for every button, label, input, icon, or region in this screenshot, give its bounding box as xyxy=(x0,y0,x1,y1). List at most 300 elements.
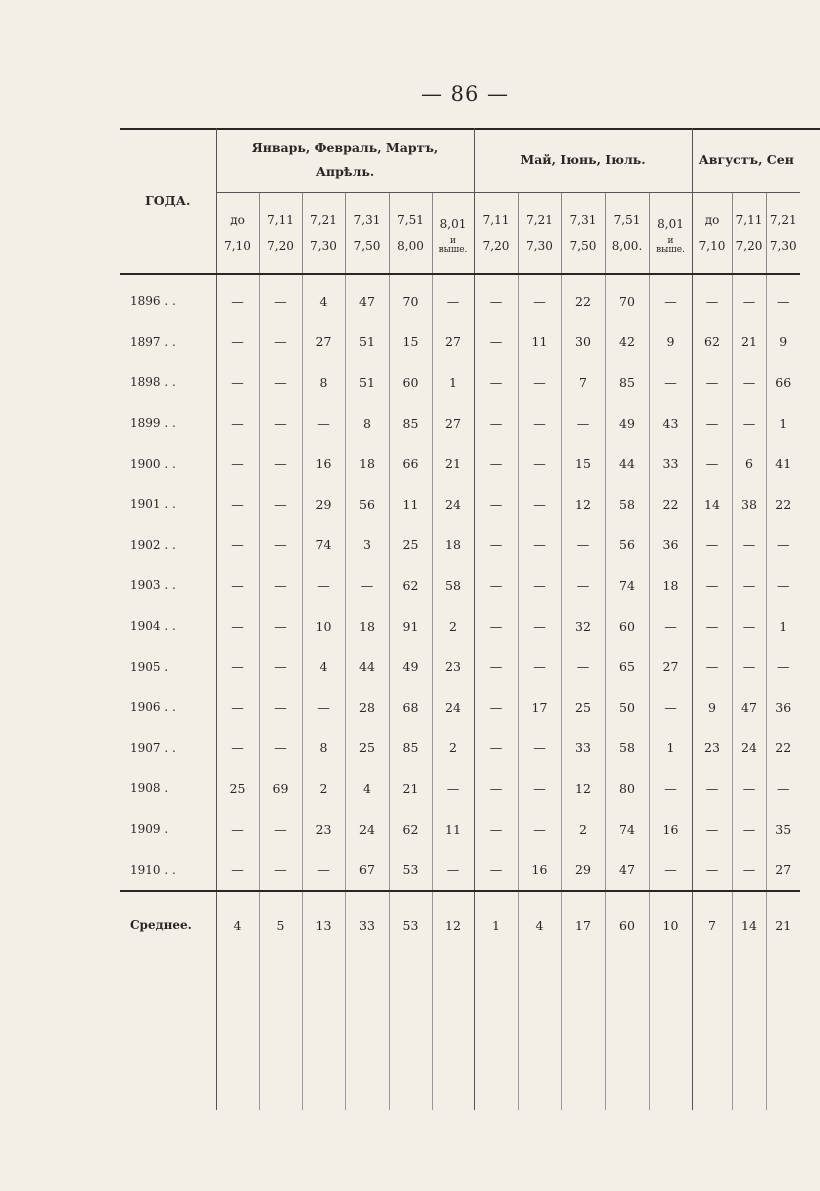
value-cell: — xyxy=(692,606,732,647)
value-cell: 66 xyxy=(766,362,800,403)
value-cell: 91 xyxy=(389,606,432,647)
value-cell: — xyxy=(474,484,518,525)
value-cell: 15 xyxy=(561,443,605,484)
separator-cell xyxy=(216,990,259,1110)
value-cell: 70 xyxy=(605,281,649,322)
separator-cell xyxy=(692,274,732,281)
value-cell: — xyxy=(732,849,766,891)
range-to: 7,50 xyxy=(353,239,381,253)
value-cell: — xyxy=(649,768,692,809)
separator-cell xyxy=(649,990,692,1110)
table-row xyxy=(120,687,800,728)
value-cell: — xyxy=(259,484,302,525)
value-cell: 27 xyxy=(432,322,474,363)
value-cell: 60 xyxy=(605,606,649,647)
group-title-line1: Январь, Февраль, Мартъ, xyxy=(251,140,439,156)
value-cell: — xyxy=(259,606,302,647)
range-to: 7,20 xyxy=(482,239,510,253)
separator-cell xyxy=(561,891,605,898)
value-cell: 13 xyxy=(302,898,345,990)
value-cell: 36 xyxy=(766,687,800,728)
value-cell: — xyxy=(432,849,474,891)
value-cell: 62 xyxy=(389,809,432,850)
value-cell: 67 xyxy=(345,849,389,891)
value-cell: 7 xyxy=(561,362,605,403)
value-cell: 17 xyxy=(518,687,561,728)
column-range-header xyxy=(345,193,389,275)
value-cell: — xyxy=(259,362,302,403)
value-cell: 7 xyxy=(692,898,732,990)
separator-cell xyxy=(216,274,259,281)
value-cell: — xyxy=(766,646,800,687)
value-cell: 60 xyxy=(389,362,432,403)
value-cell: — xyxy=(216,809,259,850)
year-cell: 1909 . xyxy=(120,809,216,850)
value-cell: — xyxy=(259,809,302,850)
value-cell: — xyxy=(518,484,561,525)
value-cell: — xyxy=(561,565,605,606)
value-cell: — xyxy=(732,565,766,606)
separator-cell xyxy=(259,891,302,898)
value-cell: 27 xyxy=(302,322,345,363)
value-cell: 44 xyxy=(605,443,649,484)
range-and: и xyxy=(667,236,674,246)
table-row xyxy=(120,281,800,322)
value-cell: 16 xyxy=(302,443,345,484)
value-cell: — xyxy=(345,565,389,606)
separator-row xyxy=(120,990,800,1110)
value-cell: — xyxy=(216,322,259,363)
separator-cell xyxy=(120,990,216,1110)
value-cell: 22 xyxy=(766,484,800,525)
value-cell: 6 xyxy=(732,443,766,484)
separator-cell xyxy=(120,891,216,898)
range-to: выше. xyxy=(438,245,468,255)
value-cell: — xyxy=(216,849,259,891)
value-cell: — xyxy=(766,525,800,566)
separator-cell xyxy=(766,990,800,1110)
value-cell: 23 xyxy=(302,809,345,850)
range-and: и xyxy=(450,236,456,246)
value-cell: — xyxy=(518,565,561,606)
value-cell: 66 xyxy=(389,443,432,484)
years-header: ГОДА. xyxy=(120,128,216,274)
value-cell: — xyxy=(474,362,518,403)
value-cell: 12 xyxy=(561,484,605,525)
separator-cell xyxy=(474,891,518,898)
range-to: 7,30 xyxy=(526,239,553,253)
separator-cell xyxy=(216,891,259,898)
value-cell: — xyxy=(518,403,561,444)
value-cell: 36 xyxy=(649,525,692,566)
value-cell: 53 xyxy=(389,898,432,990)
table-row xyxy=(120,646,800,687)
year-cell: 1905 . xyxy=(120,646,216,687)
year-cell: 1903 . . xyxy=(120,565,216,606)
value-cell: 23 xyxy=(692,728,732,769)
table-row xyxy=(120,362,800,403)
value-cell: — xyxy=(649,362,692,403)
range-from: 8,01 xyxy=(657,217,684,231)
range-from: до xyxy=(704,213,720,227)
value-cell: — xyxy=(732,362,766,403)
column-range-header xyxy=(432,193,474,275)
value-cell: — xyxy=(732,525,766,566)
separator-cell xyxy=(302,891,345,898)
value-cell: 18 xyxy=(649,565,692,606)
column-range-header xyxy=(518,193,561,275)
value-cell: 33 xyxy=(345,898,389,990)
range-to: 7,30 xyxy=(769,239,797,253)
range-from: 7,31 xyxy=(569,213,597,227)
separator-cell xyxy=(518,891,561,898)
value-cell: 10 xyxy=(302,606,345,647)
value-cell: — xyxy=(518,646,561,687)
value-cell: 32 xyxy=(561,606,605,647)
year-cell: 1900 . . xyxy=(120,443,216,484)
separator-cell xyxy=(259,274,302,281)
value-cell: — xyxy=(692,809,732,850)
value-cell: 28 xyxy=(345,687,389,728)
value-cell: 4 xyxy=(302,646,345,687)
value-cell: — xyxy=(216,362,259,403)
value-cell: 2 xyxy=(302,768,345,809)
value-cell: 51 xyxy=(345,322,389,363)
value-cell: 18 xyxy=(345,443,389,484)
value-cell: 1 xyxy=(432,362,474,403)
value-cell: 4 xyxy=(518,898,561,990)
separator-cell xyxy=(561,274,605,281)
value-cell: — xyxy=(692,646,732,687)
separator-row xyxy=(120,274,800,281)
value-cell: — xyxy=(692,768,732,809)
group-title-line2: Апрѣль. xyxy=(315,164,375,179)
year-cell: 1907 . . xyxy=(120,728,216,769)
value-cell: — xyxy=(732,606,766,647)
value-cell: 8 xyxy=(302,362,345,403)
value-cell: 14 xyxy=(692,484,732,525)
range-to: 7,20 xyxy=(735,239,763,253)
value-cell: — xyxy=(518,281,561,322)
value-cell: — xyxy=(474,606,518,647)
separator-cell xyxy=(732,891,766,898)
range-from: 7,11 xyxy=(267,213,294,227)
year-cell: 1910 . . xyxy=(120,849,216,891)
separator-cell xyxy=(389,274,432,281)
value-cell: 58 xyxy=(605,484,649,525)
value-cell: — xyxy=(216,403,259,444)
value-cell: — xyxy=(518,728,561,769)
value-cell: 12 xyxy=(432,898,474,990)
separator-cell xyxy=(302,274,345,281)
value-cell: 74 xyxy=(605,565,649,606)
value-cell: 35 xyxy=(766,809,800,850)
range-from: 7,21 xyxy=(526,213,553,227)
value-cell: 10 xyxy=(649,898,692,990)
separator-cell xyxy=(302,990,345,1110)
table-row xyxy=(120,443,800,484)
separator-cell xyxy=(432,274,474,281)
separator-cell xyxy=(692,990,732,1110)
value-cell: 5 xyxy=(259,898,302,990)
value-cell: 51 xyxy=(345,362,389,403)
value-cell: 38 xyxy=(732,484,766,525)
separator-cell xyxy=(345,891,389,898)
data-table xyxy=(120,128,800,1110)
value-cell: — xyxy=(474,809,518,850)
year-cell: 1896 . . xyxy=(120,281,216,322)
separator-cell xyxy=(474,274,518,281)
separator-cell xyxy=(518,274,561,281)
value-cell: 21 xyxy=(389,768,432,809)
value-cell: 42 xyxy=(605,322,649,363)
value-cell: — xyxy=(216,728,259,769)
range-to: 8,00. xyxy=(611,239,643,253)
value-cell: 68 xyxy=(389,687,432,728)
table-body xyxy=(120,274,800,1110)
year-cell: 1901 . . xyxy=(120,484,216,525)
value-cell: — xyxy=(259,322,302,363)
range-to: 7,10 xyxy=(698,239,726,253)
table-row xyxy=(120,809,800,850)
value-cell: — xyxy=(474,403,518,444)
value-cell: — xyxy=(474,322,518,363)
table-row xyxy=(120,322,800,363)
value-cell: — xyxy=(302,565,345,606)
column-range-header xyxy=(259,193,302,275)
value-cell: — xyxy=(259,728,302,769)
table-row xyxy=(120,565,800,606)
year-cell: 1902 . . xyxy=(120,525,216,566)
table-row xyxy=(120,849,800,891)
column-range-header xyxy=(766,193,800,275)
table-row xyxy=(120,606,800,647)
value-cell: 27 xyxy=(766,849,800,891)
value-cell: 16 xyxy=(649,809,692,850)
column-range-header xyxy=(649,193,692,275)
value-cell: 56 xyxy=(605,525,649,566)
value-cell: 21 xyxy=(766,898,800,990)
column-range-header xyxy=(605,193,649,275)
value-cell: 62 xyxy=(389,565,432,606)
value-cell: 22 xyxy=(561,281,605,322)
value-cell: — xyxy=(216,687,259,728)
value-cell: 8 xyxy=(302,728,345,769)
value-cell: 65 xyxy=(605,646,649,687)
value-cell: 18 xyxy=(345,606,389,647)
range-from: 7,51 xyxy=(613,213,641,227)
value-cell: — xyxy=(474,443,518,484)
value-cell: — xyxy=(692,362,732,403)
value-cell: 15 xyxy=(389,322,432,363)
value-cell: — xyxy=(518,606,561,647)
separator-cell xyxy=(345,274,389,281)
value-cell: 85 xyxy=(389,403,432,444)
value-cell: 44 xyxy=(345,646,389,687)
value-cell: 1 xyxy=(649,728,692,769)
value-cell: 22 xyxy=(649,484,692,525)
value-cell: 25 xyxy=(345,728,389,769)
value-cell: — xyxy=(474,281,518,322)
value-cell: 43 xyxy=(649,403,692,444)
value-cell: 85 xyxy=(605,362,649,403)
range-from: 7,51 xyxy=(397,213,424,227)
separator-cell xyxy=(389,891,432,898)
value-cell: — xyxy=(474,849,518,891)
value-cell: 24 xyxy=(432,484,474,525)
value-cell: — xyxy=(474,646,518,687)
year-cell: 1898 . . xyxy=(120,362,216,403)
table-row xyxy=(120,768,800,809)
value-cell: — xyxy=(692,281,732,322)
value-cell: — xyxy=(732,403,766,444)
value-cell: 50 xyxy=(605,687,649,728)
separator-cell xyxy=(561,990,605,1110)
value-cell: — xyxy=(259,565,302,606)
value-cell: — xyxy=(518,443,561,484)
range-from: 7,11 xyxy=(735,213,763,227)
value-cell: 2 xyxy=(561,809,605,850)
value-cell: — xyxy=(216,443,259,484)
range-from: 7,21 xyxy=(769,213,797,227)
value-cell: — xyxy=(432,768,474,809)
column-range-header xyxy=(216,193,259,275)
table-row xyxy=(120,403,800,444)
separator-cell xyxy=(518,990,561,1110)
value-cell: — xyxy=(561,646,605,687)
value-cell: 17 xyxy=(561,898,605,990)
value-cell: 47 xyxy=(345,281,389,322)
value-cell: 69 xyxy=(259,768,302,809)
range-to: 7,50 xyxy=(569,239,597,253)
range-to: 7,30 xyxy=(310,239,337,253)
value-cell: — xyxy=(649,281,692,322)
value-cell: — xyxy=(518,768,561,809)
range-to: 7,10 xyxy=(224,239,251,253)
value-cell: 24 xyxy=(345,809,389,850)
separator-cell xyxy=(732,274,766,281)
value-cell: 24 xyxy=(732,728,766,769)
value-cell: — xyxy=(692,403,732,444)
value-cell: — xyxy=(432,281,474,322)
value-cell: — xyxy=(518,362,561,403)
value-cell: 11 xyxy=(518,322,561,363)
separator-cell xyxy=(474,990,518,1110)
value-cell: — xyxy=(302,687,345,728)
value-cell: 60 xyxy=(605,898,649,990)
value-cell: 4 xyxy=(345,768,389,809)
value-cell: 11 xyxy=(432,809,474,850)
value-cell: 25 xyxy=(216,768,259,809)
value-cell: 47 xyxy=(605,849,649,891)
value-cell: 9 xyxy=(766,322,800,363)
value-cell: 14 xyxy=(732,898,766,990)
group-header-aug-sep xyxy=(692,128,800,193)
value-cell: — xyxy=(216,606,259,647)
range-from: 7,21 xyxy=(310,213,337,227)
value-cell: 30 xyxy=(561,322,605,363)
range-to: 7,20 xyxy=(267,239,294,253)
value-cell: 12 xyxy=(561,768,605,809)
value-cell: 3 xyxy=(345,525,389,566)
value-cell: — xyxy=(259,646,302,687)
value-cell: 49 xyxy=(605,403,649,444)
page-number: — 86 — xyxy=(420,82,510,106)
value-cell: — xyxy=(474,687,518,728)
value-cell: 9 xyxy=(692,687,732,728)
separator-cell xyxy=(389,990,432,1110)
value-cell: 24 xyxy=(432,687,474,728)
range-to: выше. xyxy=(656,245,685,255)
value-cell: — xyxy=(302,849,345,891)
value-cell: 25 xyxy=(561,687,605,728)
value-cell: — xyxy=(216,565,259,606)
value-cell: 21 xyxy=(432,443,474,484)
value-cell: — xyxy=(766,768,800,809)
subheader-row xyxy=(120,193,800,275)
value-cell: 33 xyxy=(649,443,692,484)
table-row xyxy=(120,728,800,769)
range-from: 7,11 xyxy=(482,213,510,227)
value-cell: — xyxy=(259,403,302,444)
value-cell: 1 xyxy=(766,403,800,444)
value-cell: — xyxy=(692,443,732,484)
group-header-may-jul xyxy=(474,128,692,193)
value-cell: 58 xyxy=(432,565,474,606)
value-cell: — xyxy=(518,809,561,850)
value-cell: 2 xyxy=(432,728,474,769)
value-cell: — xyxy=(474,525,518,566)
value-cell: 1 xyxy=(474,898,518,990)
value-cell: — xyxy=(649,849,692,891)
value-cell: — xyxy=(302,403,345,444)
value-cell: 18 xyxy=(432,525,474,566)
range-from: 7,31 xyxy=(353,213,381,227)
separator-cell xyxy=(259,990,302,1110)
value-cell: 4 xyxy=(216,898,259,990)
value-cell: 16 xyxy=(518,849,561,891)
separator-cell xyxy=(345,990,389,1110)
year-cell: 1904 . . xyxy=(120,606,216,647)
value-cell: — xyxy=(259,281,302,322)
value-cell: — xyxy=(518,525,561,566)
separator-cell xyxy=(732,990,766,1110)
value-cell: 4 xyxy=(302,281,345,322)
value-cell: — xyxy=(732,646,766,687)
value-cell: — xyxy=(474,728,518,769)
value-cell: 74 xyxy=(605,809,649,850)
value-cell: — xyxy=(474,768,518,809)
table-row xyxy=(120,525,800,566)
value-cell: 25 xyxy=(389,525,432,566)
year-cell: 1897 . . xyxy=(120,322,216,363)
range-to: 8,00 xyxy=(397,239,424,253)
separator-cell xyxy=(649,274,692,281)
column-range-header xyxy=(732,193,766,275)
value-cell: 49 xyxy=(389,646,432,687)
value-cell: — xyxy=(692,565,732,606)
range-from: 8,01 xyxy=(439,217,467,231)
value-cell: 62 xyxy=(692,322,732,363)
value-cell: 27 xyxy=(649,646,692,687)
value-cell: — xyxy=(259,849,302,891)
value-cell: 53 xyxy=(389,849,432,891)
value-cell: 27 xyxy=(432,403,474,444)
value-cell: — xyxy=(732,809,766,850)
year-cell: 1908 . xyxy=(120,768,216,809)
value-cell: 85 xyxy=(389,728,432,769)
value-cell: 56 xyxy=(345,484,389,525)
